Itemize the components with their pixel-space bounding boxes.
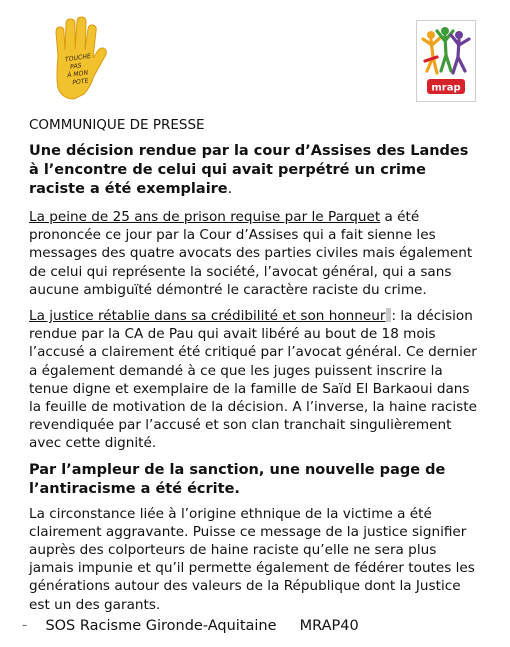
headline	[29, 142, 481, 199]
mrap-logo-text: mrap	[431, 82, 461, 94]
hand-logo-line-3: À MON	[66, 69, 89, 80]
paragraph-1	[29, 208, 481, 299]
document-header: COMMUNIQUE DE PRESSE	[29, 117, 205, 133]
footer-dash: –	[22, 620, 27, 631]
hand-logo-line-4: POTE	[71, 77, 89, 87]
mrap-logo	[416, 20, 476, 102]
signatory-sos-racisme: SOS Racisme Gironde-Aquitaine	[45, 618, 277, 634]
signatories	[22, 617, 359, 635]
sos-racisme-hand-logo	[44, 16, 108, 100]
subheading: Par l’ampleur de la sanction, une nouvelle page de l’antiracisme a été écrite.	[29, 461, 446, 497]
hand-logo-line-1: TOUCHE	[64, 52, 92, 64]
press-release-body	[29, 117, 481, 622]
paragraph-1-lead: La peine de 25 ans de prison requise par le Parquet	[29, 209, 381, 225]
headline-period: .	[227, 181, 233, 197]
paragraph-3: La circonstance liée à l’origine ethnique de la victime a été clairement aggravante. Puisse ce message de la justice signifier auprès des colporteurs de haine raciste qu’elle ne sera plus jamais impunie et qu’il permette également de fédérer toutes les générations autour des valeurs de la République dont la Justice est un des garants.	[29, 505, 475, 613]
headline-text: Une décision rendue par la cour d’Assises des Landes à l’encontre de celui qui avait perpétré un crime raciste a été exemplaire	[29, 143, 469, 197]
paragraph-1-text: a été prononcée ce jour par la Cour d’Assises qui a fait sienne les messages des quatre avocats des parties civiles mais également de celui qui représente la société, l’avocat général, qui a sans aucune ambiguïté démontré le caractère raciste du crime.	[29, 209, 473, 298]
paragraph-2	[29, 307, 481, 453]
paragraph-2-text: : la décision rendue par la CA de Pau qui avait libéré au bout de 18 mois l’accusé a clairement été critiqué par l’avocat général. Ce dernier a également demandé à ce que les juges puissent inscrire la tenue digne et exemplaire de la famille de Saïd El Barkaoui dans la feuille de motivation de la décision. A l’inverse, la haine raciste revendiquée par l’accusé et son clan tranchait singulièrement avec cette dignité.	[29, 308, 477, 452]
hand-logo-line-2: PAS	[69, 62, 83, 71]
signatory-mrap40: MRAP40	[299, 618, 359, 634]
paragraph-2-lead: La justice rétablie dans sa crédibilité et son honneur	[29, 308, 386, 325]
